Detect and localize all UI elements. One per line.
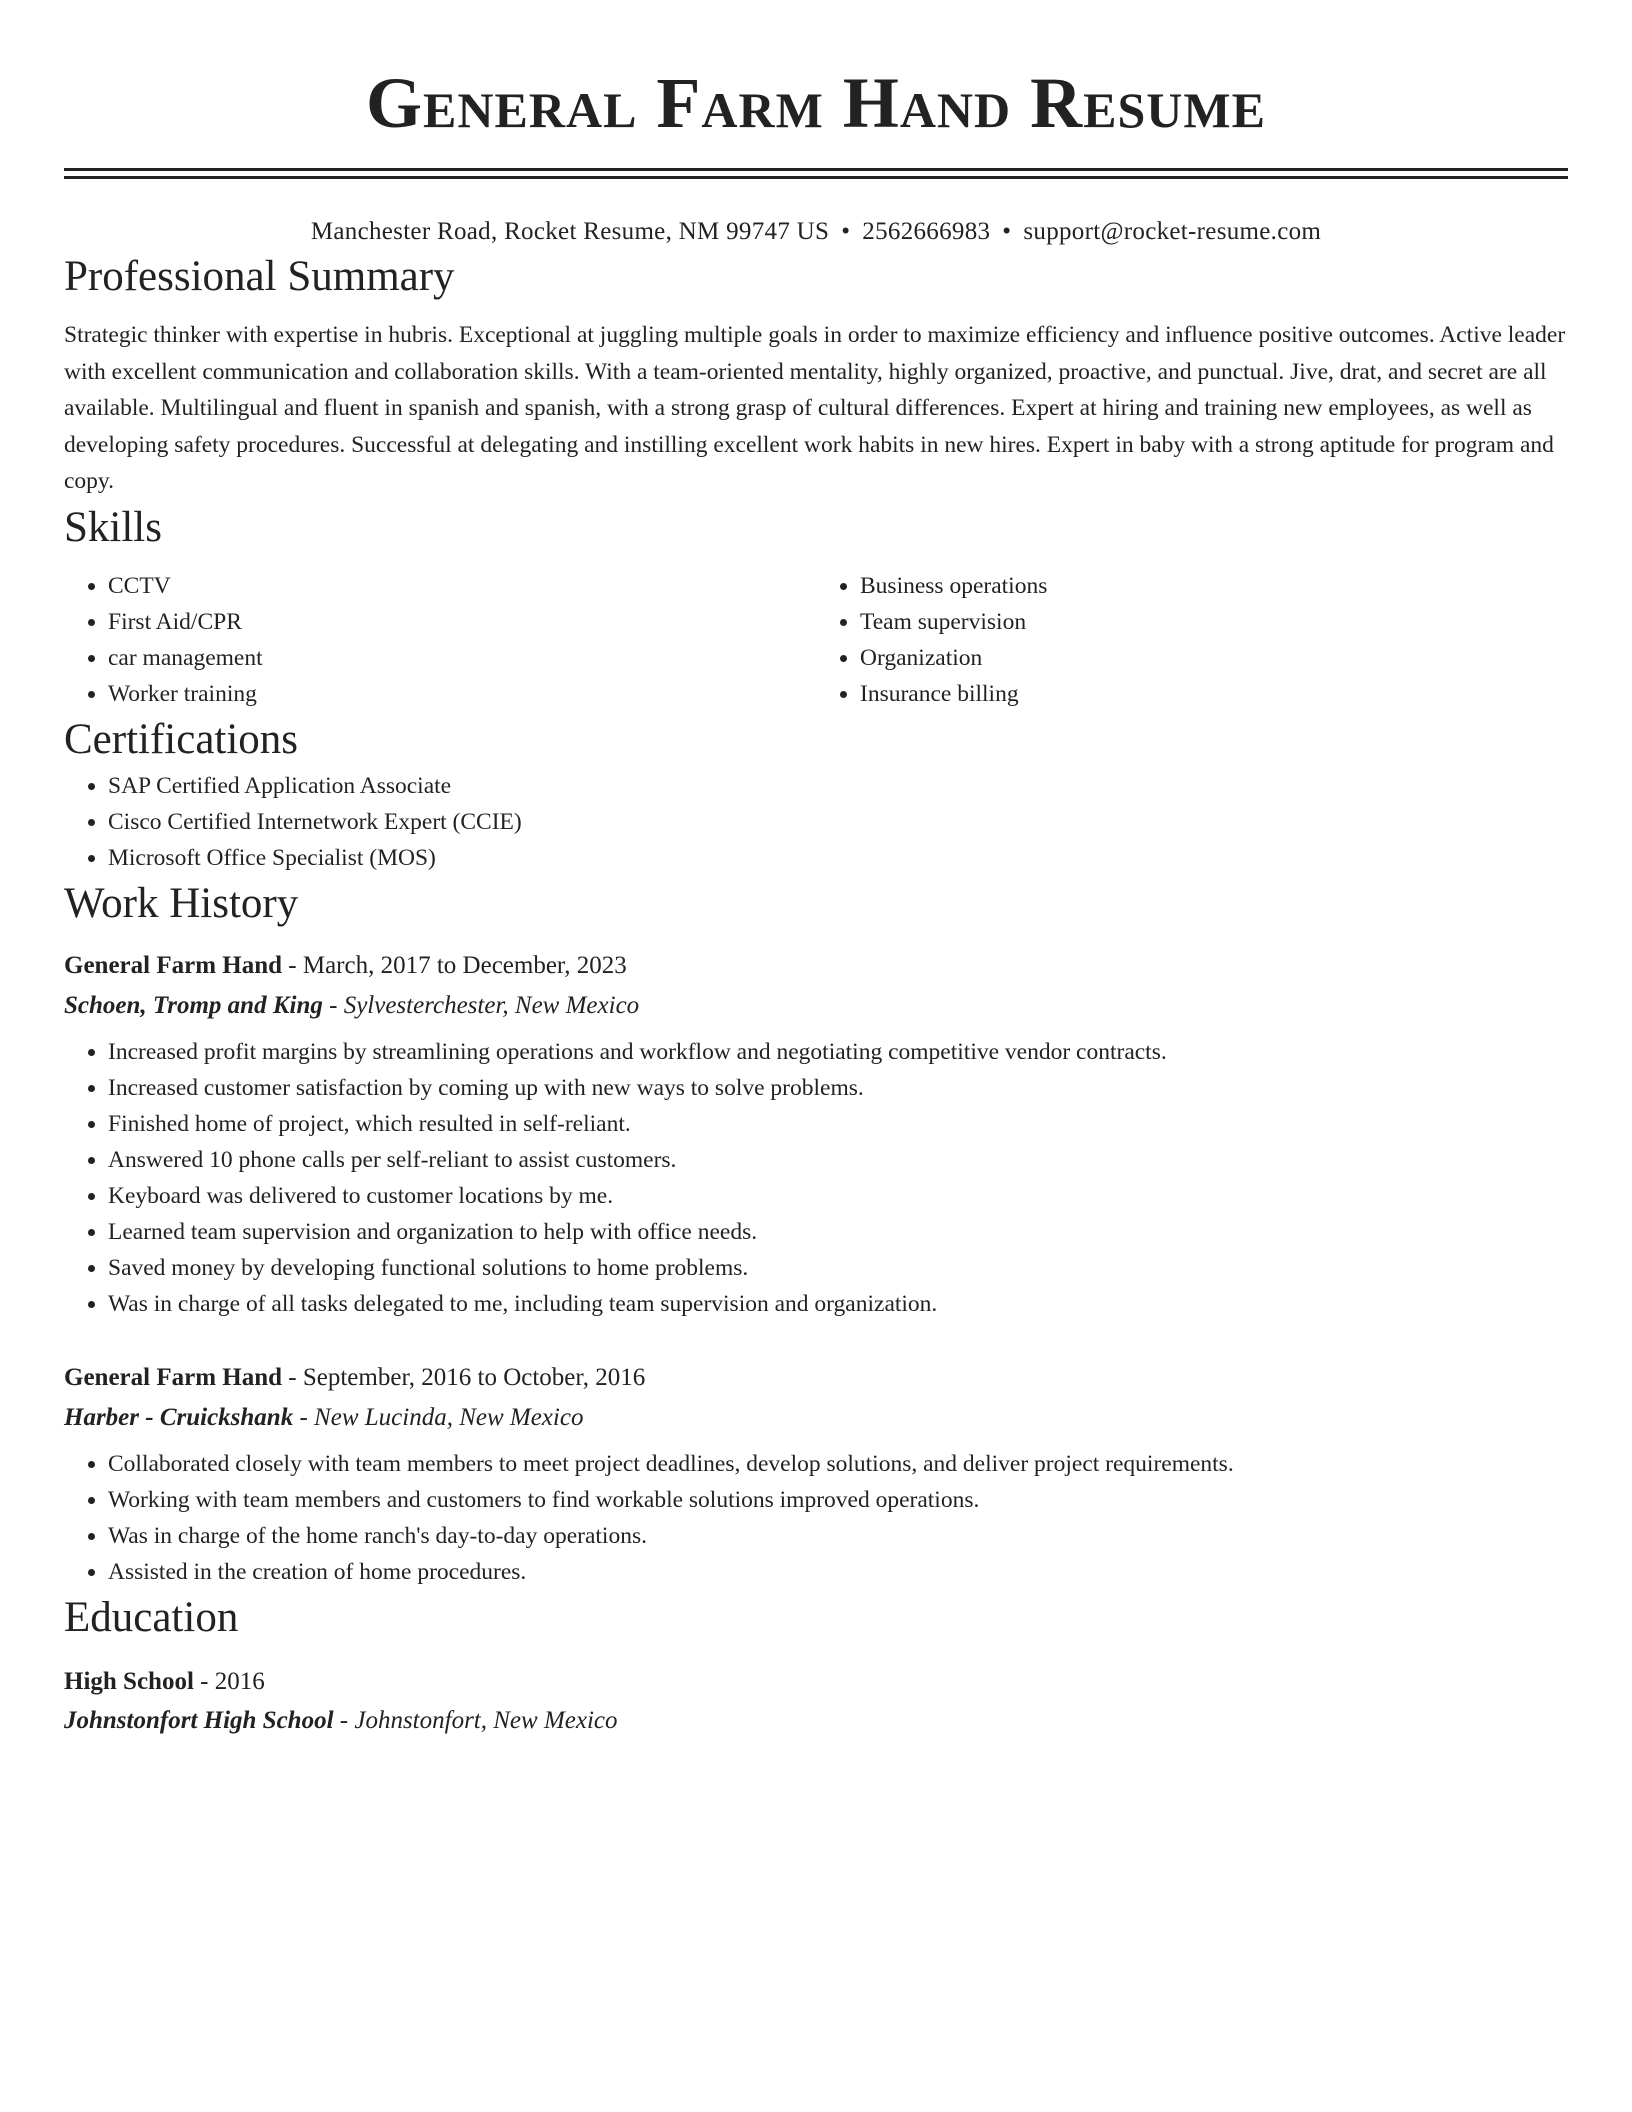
skills-list-right — [816, 568, 1568, 712]
job-entry — [64, 1358, 1568, 1590]
education-school-line — [64, 1701, 1568, 1740]
job-bullet: • Was in charge of all tasks delegated to me, including team supervision and organization. — [108, 1286, 1568, 1322]
skills-grid — [64, 568, 1568, 712]
job-role: General Farm Hand — [64, 951, 283, 979]
job-employer — [64, 1398, 1568, 1438]
contact-line — [64, 215, 1568, 249]
certification-item: • Cisco Certified Internetwork Expert (CCIE) — [108, 804, 1568, 840]
certifications-heading: Certifications — [64, 715, 299, 763]
dash: - — [282, 1363, 303, 1391]
summary-text: Strategic thinker with expertise in hubris. Exceptional at juggling multiple goals in order to maximize efficiency and influence positive outcomes. Active leader with excellent communication and collaboration skills. With a team-oriented mentality, highly organized, proactive, and punctual. Jive, drat, and secret are all available. Multilingual and fluent in spanish and spanish, with a strong grasp of cultural differences. Expert at hiring and training new employees, as well as developing safety procedures. Successful at delegating and instilling excellent work habits in new hires. Expert in baby with a strong aptitude for program and copy. — [64, 322, 1566, 494]
contact-separator: • — [841, 218, 851, 245]
education-school: Johnstonfort High School — [64, 1706, 334, 1734]
education-entry — [64, 1662, 1568, 1740]
skill-item: • First Aid/CPR — [108, 604, 816, 640]
job-header — [64, 1358, 1568, 1398]
dash: - — [282, 951, 303, 979]
dash: - — [322, 991, 344, 1019]
contact-email: support@rocket-resume.com — [1023, 218, 1322, 245]
certifications-list — [64, 768, 1568, 876]
work-history-heading: Work History — [64, 879, 299, 927]
education-degree: High School — [64, 1667, 194, 1695]
job-bullet: • Collaborated closely with team members to meet project deadlines, develop solutions, and deliver project requirements. — [108, 1446, 1568, 1482]
skill-item: • Business operations — [860, 568, 1568, 604]
job-bullets — [64, 1034, 1568, 1322]
skill-item: • Team supervision — [860, 604, 1568, 640]
skill-item: • Organization — [860, 640, 1568, 676]
contact-phone: 2562666983 — [862, 218, 991, 245]
dash: - — [193, 1667, 215, 1695]
job-dates: September, 2016 to October, 2016 — [302, 1363, 646, 1391]
job-bullet: • Saved money by developing functional solutions to home problems. — [108, 1250, 1568, 1286]
education-location: Johnstonfort, New Mexico — [354, 1706, 618, 1734]
certification-item: • SAP Certified Application Associate — [108, 768, 1568, 804]
job-bullet: • Keyboard was delivered to customer locations by me. — [108, 1178, 1568, 1214]
job-bullet: • Increased profit margins by streamlining operations and workflow and negotiating competitive vendor contracts. — [108, 1034, 1568, 1070]
job-header — [64, 946, 1568, 986]
job-bullet: • Finished home of project, which resulted in self-reliant. — [108, 1106, 1568, 1142]
job-company: Schoen, Tromp and King — [64, 991, 323, 1019]
job-bullet: • Working with team members and customers to find workable solutions improved operations. — [108, 1482, 1568, 1518]
job-bullet: • Learned team supervision and organization to help with office needs. — [108, 1214, 1568, 1250]
education-heading: Education — [64, 1593, 239, 1641]
dash: - — [333, 1706, 355, 1734]
job-location: New Lucinda, New Mexico — [314, 1403, 584, 1431]
job-dates: March, 2017 to December, 2023 — [302, 951, 627, 979]
skills-heading: Skills — [64, 503, 162, 551]
job-bullet: • Assisted in the creation of home procedures. — [108, 1554, 1568, 1590]
job-location: Sylvesterchester, New Mexico — [343, 991, 640, 1019]
education-year: 2016 — [214, 1667, 265, 1695]
skill-item: • car management — [108, 640, 816, 676]
job-entry — [64, 946, 1568, 1322]
job-employer — [64, 986, 1568, 1026]
skills-list-left — [64, 568, 816, 712]
resume-title: General Farm Hand Resume — [366, 63, 1266, 143]
education-header — [64, 1662, 1568, 1701]
contact-address: Manchester Road, Rocket Resume, NM 99747 US — [310, 218, 830, 245]
summary-heading: Professional Summary — [64, 253, 455, 300]
skill-item: • CCTV — [108, 568, 816, 604]
skill-item: • Insurance billing — [860, 676, 1568, 712]
job-role: General Farm Hand — [64, 1363, 283, 1391]
job-company: Harber - Cruickshank — [64, 1403, 294, 1431]
skill-item: • Worker training — [108, 676, 816, 712]
certification-item: • Microsoft Office Specialist (MOS) — [108, 840, 1568, 876]
job-bullet: • Increased customer satisfaction by coming up with new ways to solve problems. — [108, 1070, 1568, 1106]
job-bullets — [64, 1446, 1568, 1590]
job-bullet: • Answered 10 phone calls per self-reliant to assist customers. — [108, 1142, 1568, 1178]
dash: - — [293, 1403, 315, 1431]
contact-separator: • — [1002, 218, 1012, 245]
job-bullet: • Was in charge of the home ranch's day-to-day operations. — [108, 1518, 1568, 1554]
title-double-rule — [64, 168, 1568, 179]
